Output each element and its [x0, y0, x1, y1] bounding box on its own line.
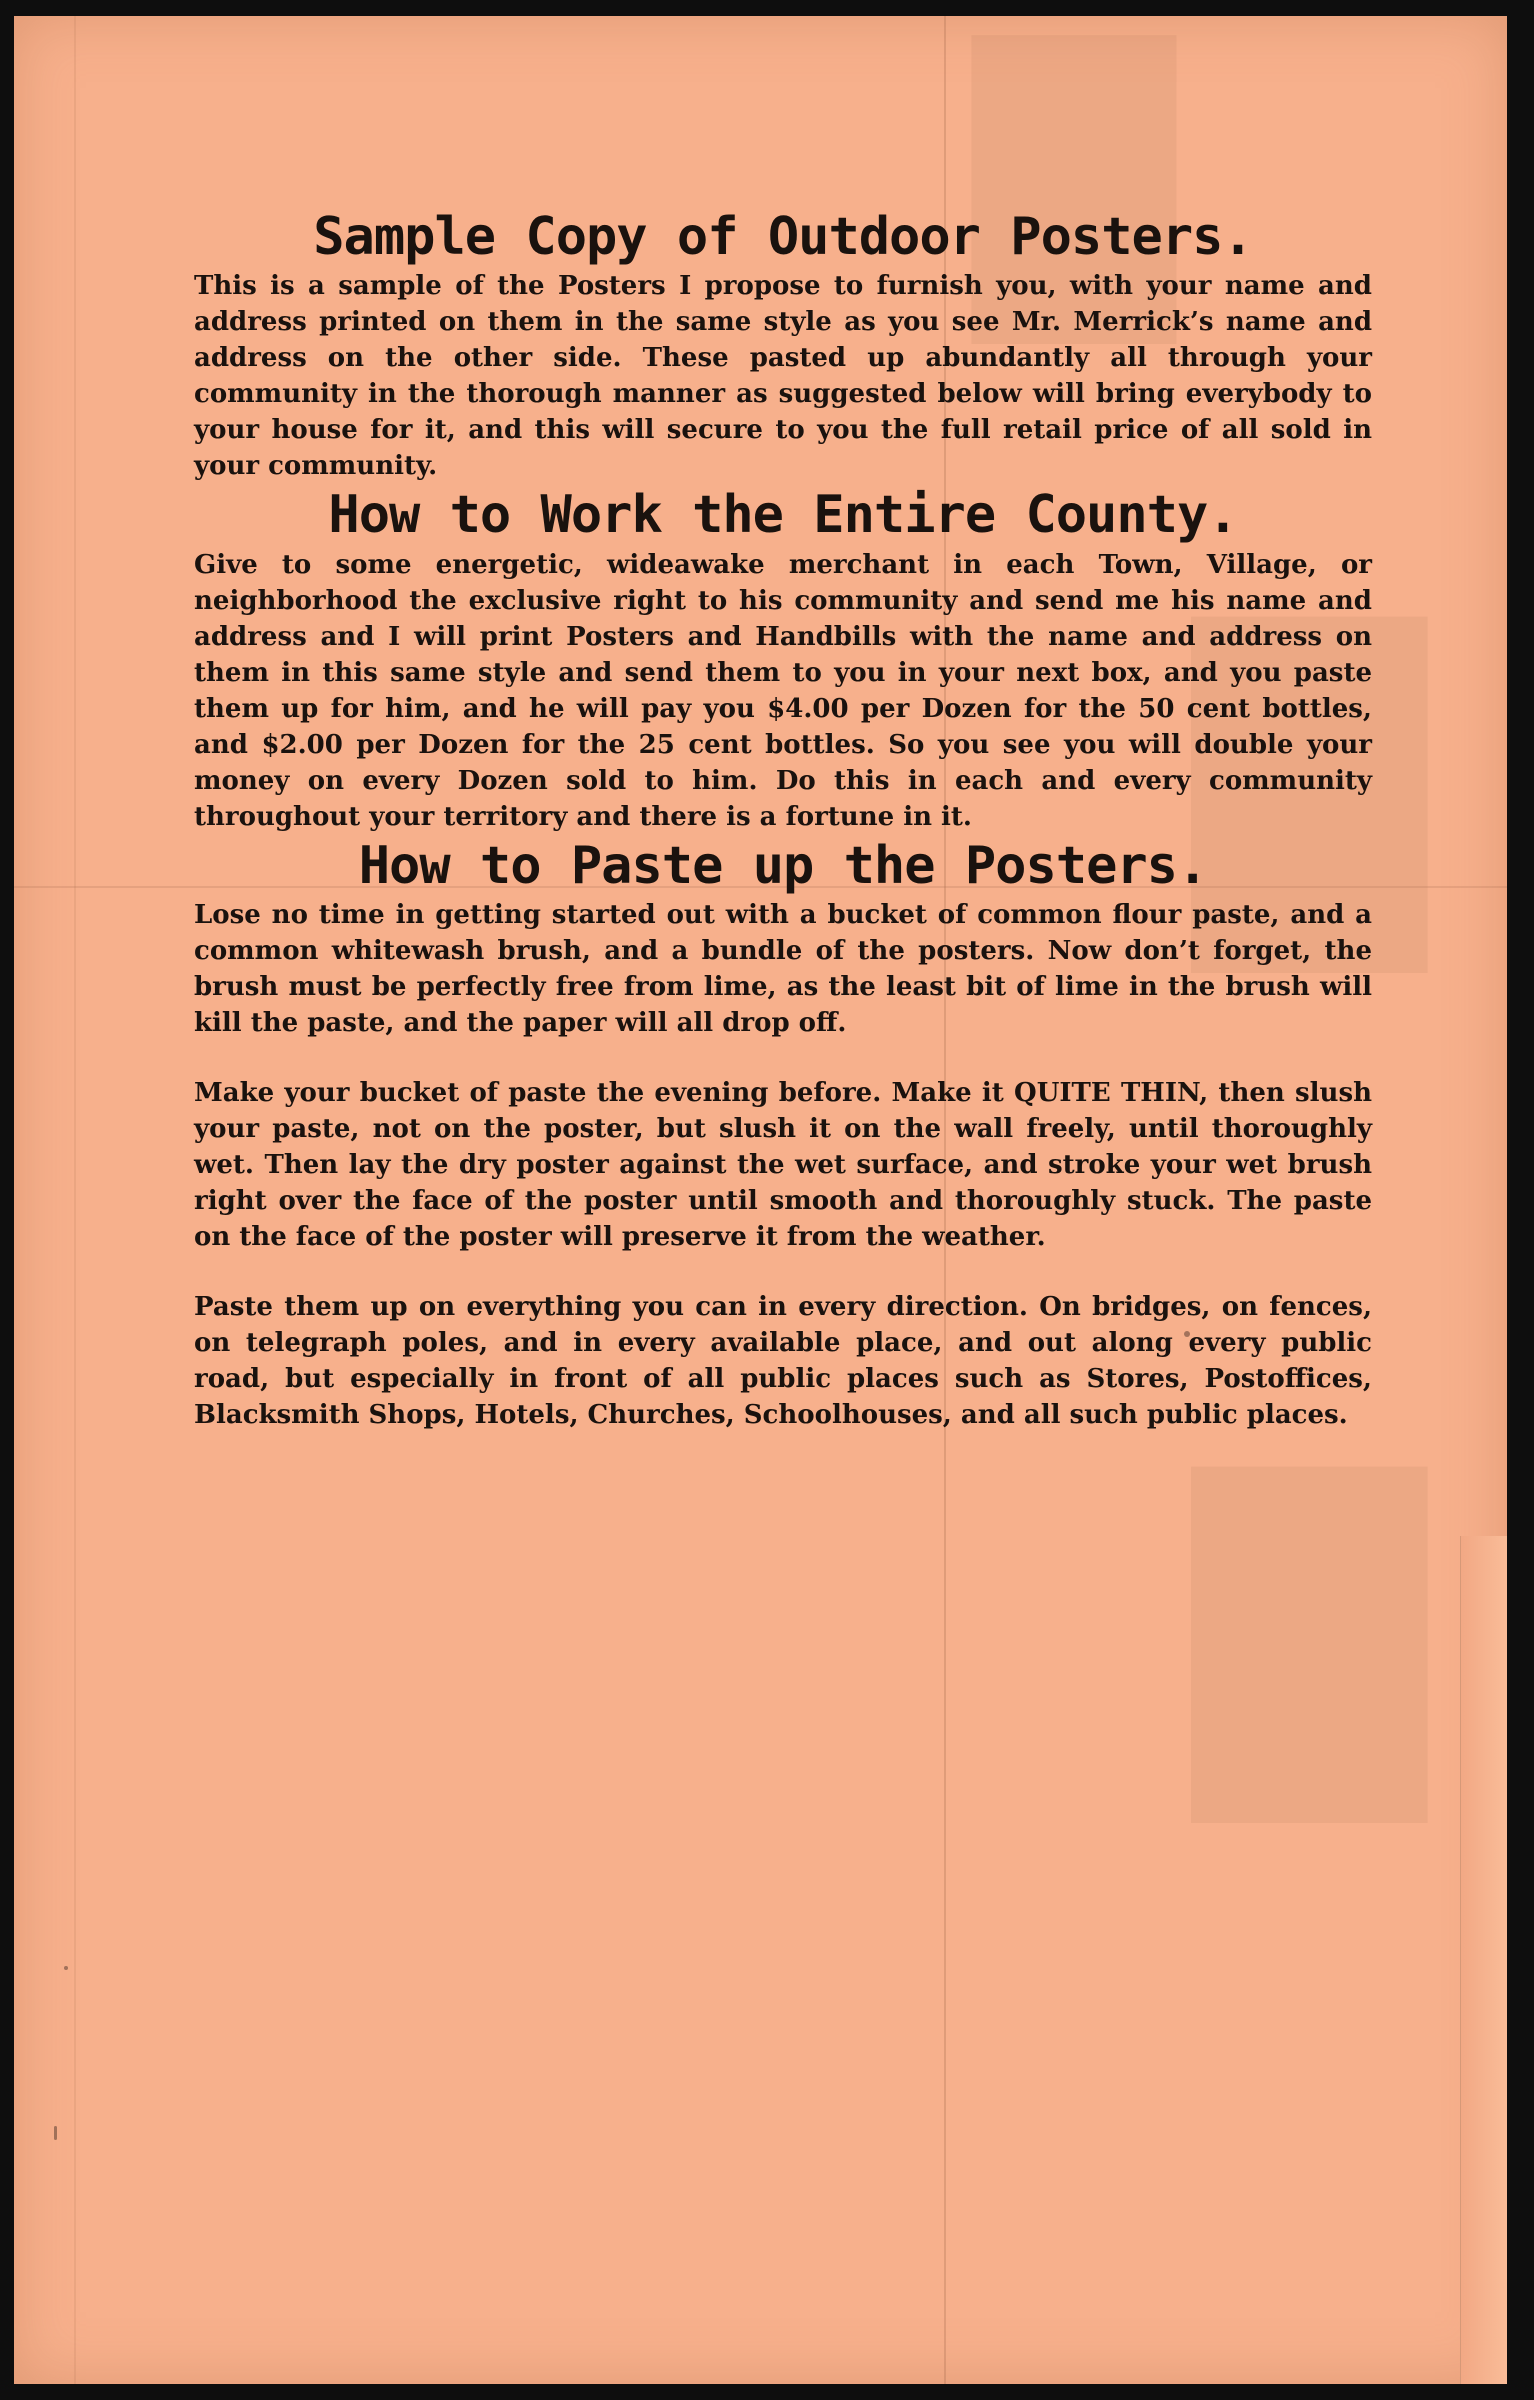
torn-edge — [1460, 1536, 1507, 2384]
county-paragraph: Give to some energetic, wideawake merchant in each Town, Village, or neighborhood the exclusive right to his community and send me his name and address and I will print Posters and Handbills with the name and address on them in this same style and send them to you in your next box, and you paste them up for him, and he will pay you $4.00 per Dozen for the 50 cent bottles, and $2.00 per Dozen for the 25 cent bottles. So you see you will double your money on every Dozen sold to him. Do this in each and every community throughout your territory and there is a fortune in it. — [194, 549, 1372, 832]
intro-paragraph: This is a sample of the Posters I propose to furnish you, with your name and address printed on them in the same style as you see Mr. Merrick’s name and address on the other side. These pasted up abundantly all through your community in the thorough manner as suggested below will bring everybody to your house for it, and this will secure to you the full retail price of all sold in your community. — [194, 271, 1372, 482]
paste-paragraph-3: Paste them up on everything you can in every direction. On bridges, on fences, on telegraph poles, and in every available place, and out along every public road, but especially in front of all public places such as Stores, Postoffices, Blacksmith Shops, Hotels, Churches, Schoolhouses, and all such public places. — [194, 1292, 1372, 1431]
show-through-texture: █ — [1194, 616, 1425, 969]
paragraph-gap — [194, 1041, 1372, 1075]
section-heading-paste: How to Paste up the Posters. — [358, 835, 1208, 896]
paper-speck — [64, 1966, 68, 1970]
poster-text — [194, 206, 1372, 1433]
fold-line — [74, 16, 76, 2384]
section-heading-county: How to Work the Entire County. — [328, 485, 1238, 546]
paste-paragraph-2: Make your bucket of paste the evening before. Make it QUITE THIN, then slush your paste, not on the poster, but slush it on the wall freely, until thoroughly wet. Then lay the dry poster against the wet surface, and stroke your wet brush right over the face of the poster until smooth and thoroughly stuck. The paste on the face of the poster will preserve it from the weather. — [194, 1078, 1372, 1253]
show-through-texture: █ — [974, 36, 1174, 341]
paragraph-gap — [194, 1255, 1372, 1289]
paste-paragraph-1: Lose no time in getting started out with a bucket of common flour paste, and a common whitewash brush, and a bundle of the posters. Now don’t forget, the brush must be perfectly free from lime, as the least bit of lime in the brush will kill the paste, and the paper will all drop off. — [194, 900, 1372, 1039]
poster-sheet — [14, 16, 1507, 2384]
page-title: Sample Copy of Outdoor Posters. — [313, 207, 1253, 267]
show-through-texture: █ — [1194, 1466, 1425, 1819]
paper-speck — [54, 2126, 57, 2140]
